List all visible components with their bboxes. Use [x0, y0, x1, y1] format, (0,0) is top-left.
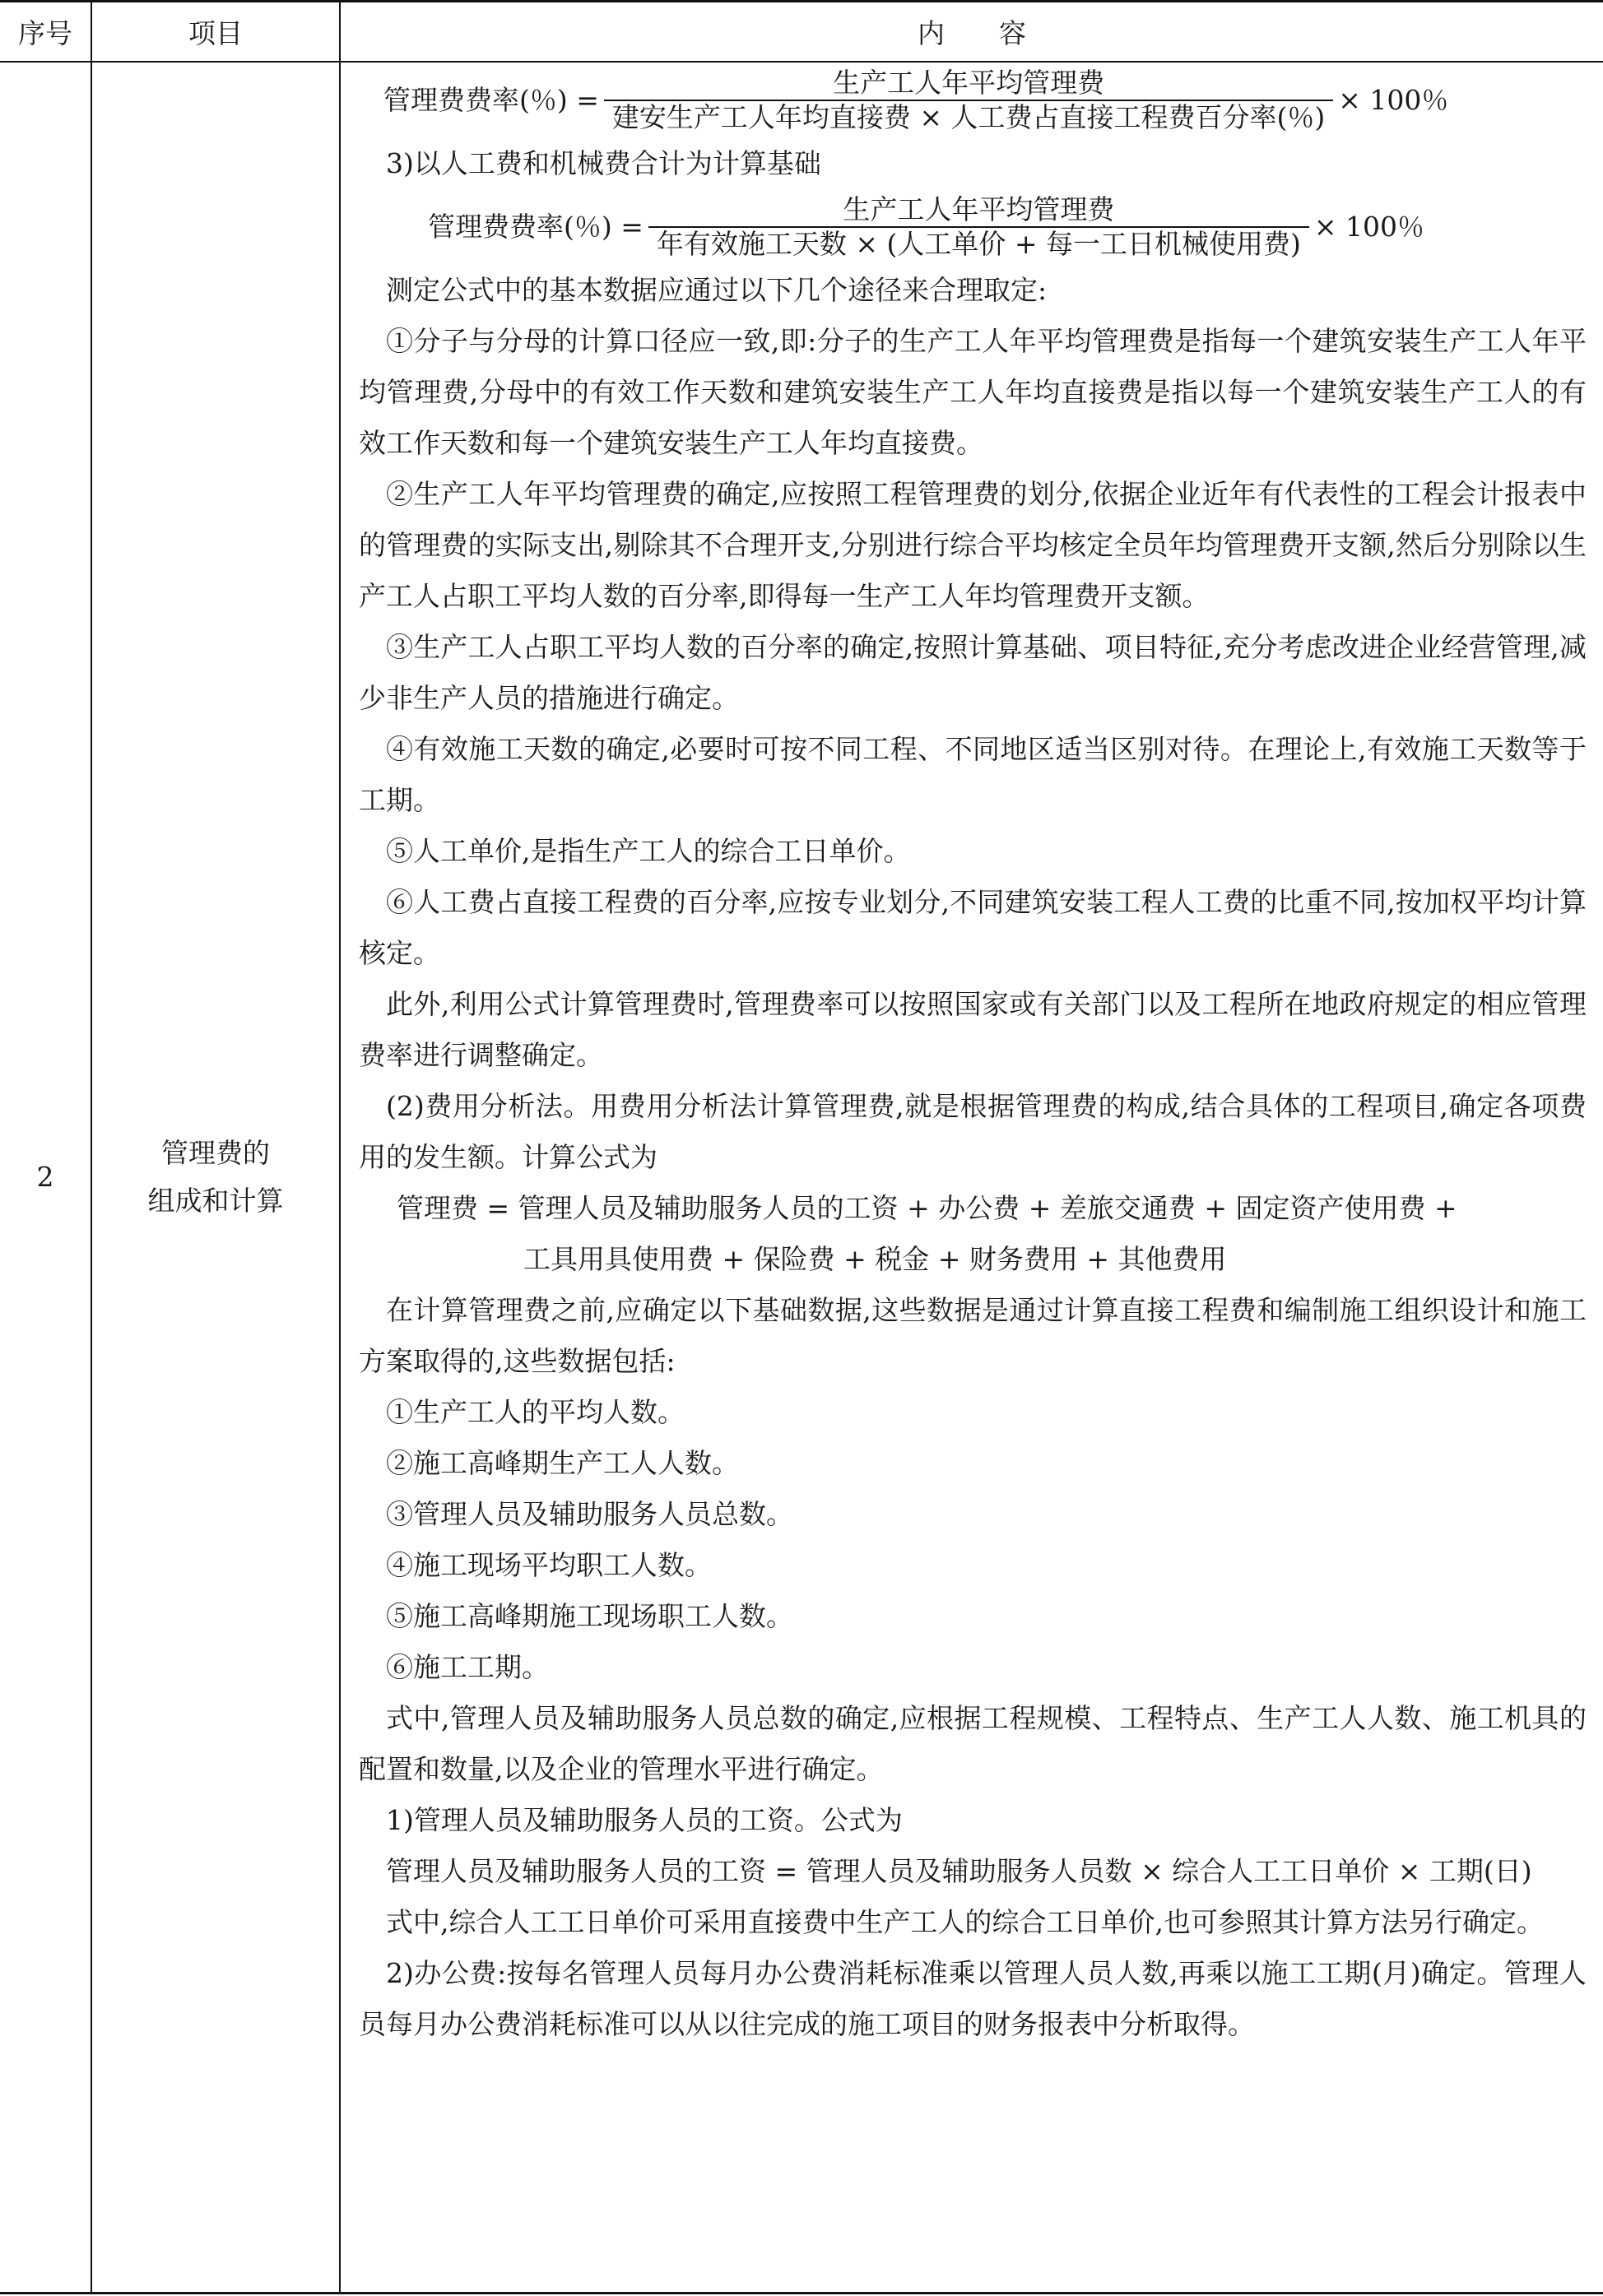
table-bottom-border: [0, 2292, 1603, 2294]
basis-3-heading: 3)以人工费和机械费合计为计算基础: [386, 147, 821, 179]
formula1-denominator: 建安生产工人年均直接费 × 人工费占直接工程费百分率(％): [604, 100, 1333, 134]
paragraph-3: ③生产工人占职工平均人数的百分率的确定,按照计算基础、项目特征,充分考虑改进企业经营管理,减少非生产人员的措施进行确定。: [359, 631, 1587, 714]
column-divider-2: [339, 0, 341, 2294]
paragraph-8: (2)费用分析法。用费用分析法计算管理费,就是根据管理费的构成,结合具体的工程项目,确定各项费用的发生额。计算公式为: [359, 1090, 1587, 1173]
paragraph-12: 管理人员及辅助服务人员的工资 = 管理人员及辅助服务人员数 × 综合人工工日单价 × 工期(日): [386, 1855, 1532, 1887]
formula2-fraction: [648, 193, 1309, 261]
list-item: ③管理人员及辅助服务人员总数。: [386, 1498, 793, 1530]
paragraph-13: 式中,综合人工工日单价可采用直接费中生产工人的综合工日单价,也可参照其计算方法另行确定。: [386, 1906, 1544, 1938]
list-item: ①生产工人的平均人数。: [386, 1396, 685, 1428]
formula1-fraction: [604, 67, 1333, 134]
paragraph-6: ⑥人工费占直接工程费的百分率,应按专业划分,不同建筑安装工程人工费的比重不同,按加权平均计算核定。: [359, 886, 1587, 969]
header-item: 项目: [188, 16, 243, 49]
paragraph-11: 1)管理人员及辅助服务人员的工资。公式为: [386, 1804, 903, 1836]
paragraph-10: 式中,管理人员及辅助服务人员总数的确定,应根据工程规模、工程特点、生产工人人数、施工机具的配置和数量,以及企业的管理水平进行确定。: [359, 1702, 1587, 1785]
formula1-lhs: 管理费费率(％) =: [383, 84, 599, 116]
row-item-line2: 组成和计算: [147, 1185, 284, 1217]
row-number: 2: [36, 1161, 54, 1193]
paragraph-intro: 测定公式中的基本数据应通过以下几个途径来合理取定:: [386, 274, 1048, 306]
paragraph-1: ①分子与分母的计算口径应一致,即:分子的生产工人年平均管理费是指每一个建筑安装生产工人年平均管理费,分母中的有效工作天数和建筑安装生产工人年均直接费是指以每一个建筑安装生产工人的有效工作天数和每一个建筑安装生产工人年均直接费。: [359, 325, 1587, 459]
row-item: [92, 63, 339, 2292]
list-item: ⑤施工高峰期施工现场职工人数。: [386, 1600, 793, 1632]
content-cell: [359, 63, 1587, 2050]
formula2-tail: × 100％: [1313, 211, 1425, 243]
list-item: ②施工高峰期生产工人人数。: [386, 1447, 739, 1479]
list-item: ⑥施工工期。: [386, 1651, 549, 1683]
formula-management-rate-1: [359, 63, 1587, 138]
paragraph-4: ④有效施工天数的确定,必要时可按不同工程、不同地区适当区别对待。在理论上,有效施工天数等于工期。: [359, 733, 1587, 816]
paragraph-9: 在计算管理费之前,应确定以下基础数据,这些数据是通过计算直接工程费和编制施工组织设计和施工方案取得的,这些数据包括:: [359, 1294, 1587, 1377]
formula-management-rate-2: [359, 189, 1587, 265]
formula2-lhs: 管理费费率(％) =: [428, 211, 644, 243]
paragraph-5: ⑤人工单价,是指生产工人的综合工日单价。: [386, 835, 911, 867]
formula1-numerator: 生产工人年平均管理费: [833, 67, 1105, 99]
formula-cost-analysis-line1: 管理费 = 管理人员及辅助服务人员的工资 + 办公费 + 差旅交通费 + 固定资产使用费 +: [397, 1192, 1457, 1224]
header-content: 内 容: [918, 16, 1026, 49]
list-item: ④施工现场平均职工人数。: [386, 1549, 712, 1581]
formula2-numerator: 生产工人年平均管理费: [843, 193, 1115, 225]
paragraph-2: ②生产工人年平均管理费的确定,应按照工程管理费的划分,依据企业近年有代表性的工程会计报表中的管理费的实际支出,剔除其不合理开支,分别进行综合平均核定全员年均管理费开支额,然后分别除以生产工人占职工平均人数的百分率,即得每一生产工人年均管理费开支额。: [359, 478, 1587, 612]
formula-cost-analysis-line2: 工具用具使用费 + 保险费 + 税金 + 财务费用 + 其他费用: [523, 1243, 1227, 1275]
paragraph-7: 此外,利用公式计算管理费时,管理费率可以按照国家或有关部门以及工程所在地政府规定的相应管理费率进行调整确定。: [359, 988, 1587, 1071]
formula2-denominator: 年有效施工天数 × (人工单价 + 每一工日机械使用费): [648, 226, 1309, 261]
formula1-tail: × 100％: [1338, 84, 1449, 116]
header-serial: 序号: [18, 16, 72, 49]
row-item-line1: 管理费的: [161, 1137, 270, 1169]
paragraph-14: 2)办公费:按每名管理人员每月办公费消耗标准乘以管理人员人数,再乘以施工工期(月)确定。管理人员每月办公费消耗标准可以从以往完成的施工项目的财务报表中分析取得。: [359, 1957, 1587, 2040]
